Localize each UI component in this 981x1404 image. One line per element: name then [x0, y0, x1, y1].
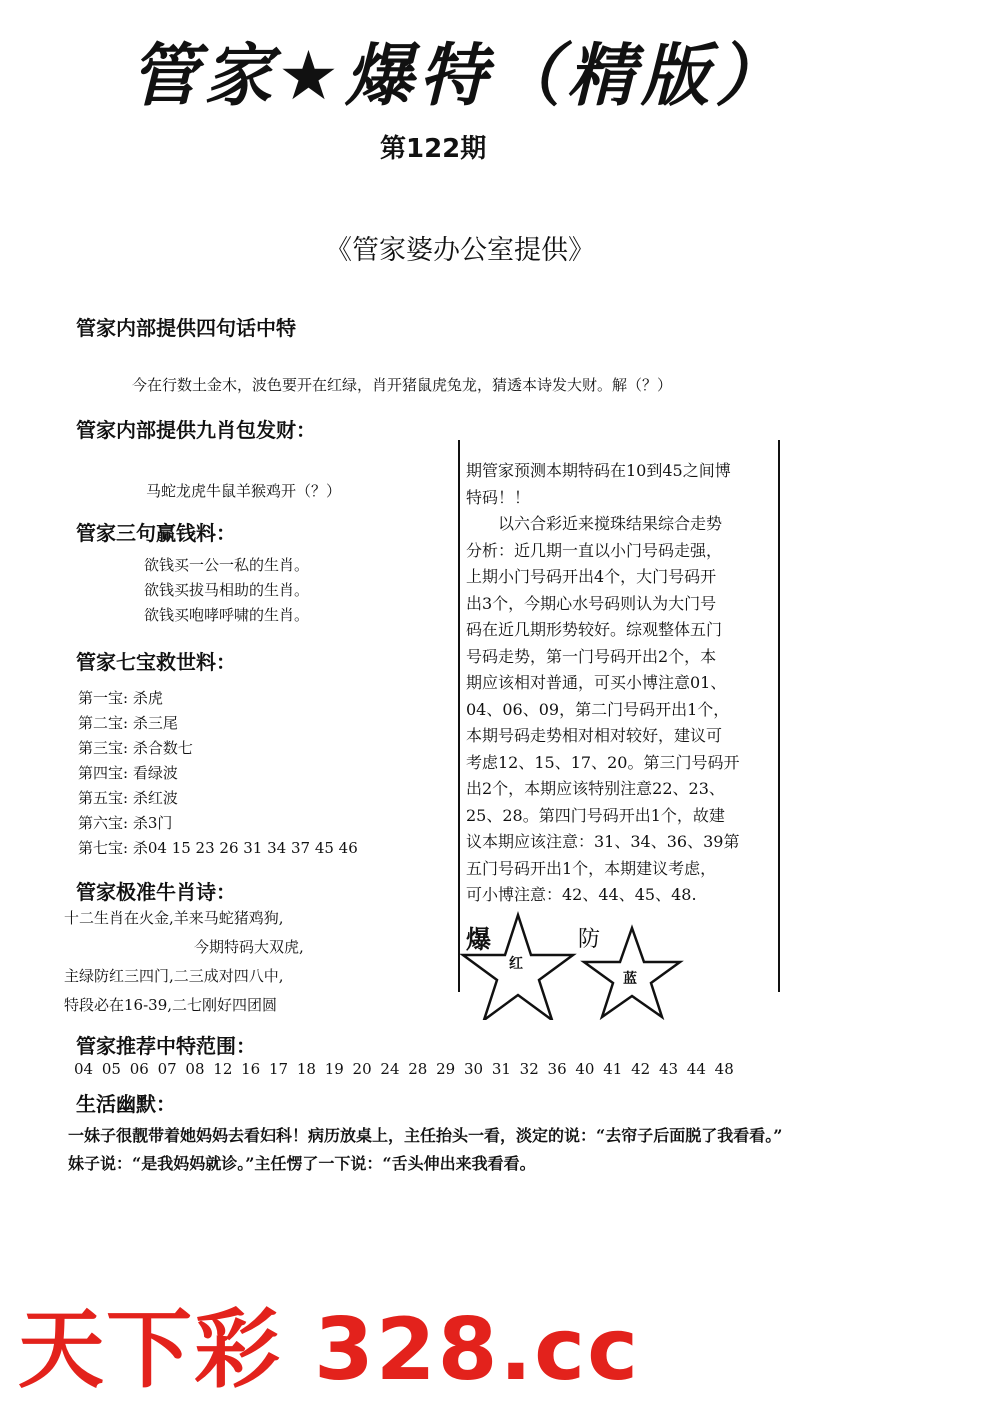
- treasure-value: 杀合数七: [132, 739, 193, 757]
- four-sentence-text: 今在行数土金木，波色要开在红绿，肖开猪鼠虎兔龙，猜透本诗发大财。解（？）: [132, 376, 673, 394]
- treasure-value: 杀三尾: [132, 714, 178, 732]
- star-right-word: 防: [578, 927, 601, 952]
- three-sentence-heading: 管家三句赢钱料：: [76, 521, 236, 545]
- star-left-word: 爆: [466, 925, 492, 954]
- treasure-row: [78, 736, 358, 761]
- analysis-line: 25、28。第四门号码开出1个，故建: [466, 805, 725, 825]
- treasure-label: 第一宝:: [78, 689, 129, 707]
- treasure-label: 第二宝:: [78, 714, 129, 732]
- treasure-value: 杀3门: [132, 814, 173, 832]
- treasure-row: [78, 686, 358, 711]
- three-sentence-list: [144, 553, 309, 628]
- three-sentence-line: 欲钱买拔马相助的生肖。: [144, 581, 310, 599]
- four-sentence-heading: 管家内部提供四句话中特: [76, 316, 296, 340]
- treasure-label: 第三宝:: [78, 739, 129, 757]
- analysis-line: 特码！！: [466, 487, 531, 507]
- range-numbers: 04 05 06 07 08 12 16 17 18 19 20 24 28 29 30 31 32 36 40 41 42 43 44 48: [74, 1060, 734, 1078]
- analysis-line: 04、06、09，第二门号码开出1个，: [466, 699, 730, 719]
- poem-line: 今期特码大双虎,: [194, 938, 304, 956]
- treasure-value: 杀04 15 23 26 31 34 37 45 46: [132, 839, 358, 857]
- star-right-inner: 蓝: [623, 971, 637, 987]
- analysis-line: 以六合彩近来搅珠结果综合走势: [466, 514, 723, 533]
- analysis-line: 议本期应该注意：31、34、36、39第: [466, 832, 740, 851]
- star-left-inner: 红: [509, 956, 523, 972]
- analysis-line: 码在近几期形势较好。综观整体五门: [466, 620, 723, 639]
- treasure-value: 杀红波: [132, 789, 178, 807]
- analysis-line: 本期号码走势相对相对较好，建议可: [466, 726, 723, 745]
- three-sentence-line: 欲钱买一公一私的生肖。: [144, 556, 310, 574]
- poem-line: 主绿防红三四门,二三成对四八中,: [64, 967, 284, 985]
- seven-treasure-heading: 管家七宝救世料：: [76, 650, 236, 674]
- treasure-value: 杀虎: [132, 689, 163, 707]
- analysis-line: 号码走势，第一门号码开出2个，本: [466, 646, 717, 666]
- analysis-text: [466, 458, 774, 909]
- nine-zodiac-heading: 管家内部提供九肖包发财：: [76, 418, 316, 442]
- treasure-row: [78, 761, 358, 786]
- zodiac-poem-heading: 管家极准牛肖诗：: [76, 880, 236, 904]
- treasure-label: 第七宝:: [78, 839, 129, 857]
- brand-watermark: 天下彩 328.cc: [18, 1300, 641, 1400]
- analysis-line: 期管家预测本期特码在10到45之间博: [466, 461, 731, 480]
- range-heading: 管家推荐中特范围：: [76, 1034, 256, 1058]
- zodiac-poem: [64, 904, 304, 1020]
- nine-zodiac-text: 马蛇龙虎牛鼠羊猴鸡开（？）: [146, 482, 342, 500]
- treasure-row: [78, 811, 358, 836]
- humor-line: 妹子说：“是我妈妈就诊。”主任愣了一下说：“舌头伸出来我看看。: [68, 1154, 536, 1173]
- treasure-row: [78, 786, 358, 811]
- seven-treasure-list: [78, 686, 358, 861]
- treasure-row: [78, 711, 358, 736]
- analysis-line: 出2个，本期应该特别注意22、23、: [466, 779, 725, 798]
- analysis-line: 可小博注意：42、44、45、48.: [466, 885, 697, 904]
- treasure-value: 看绿波: [132, 764, 178, 782]
- poem-line: 十二生肖在火金,羊来马蛇猪鸡狗,: [64, 909, 284, 927]
- humor-heading: 生活幽默：: [76, 1092, 176, 1116]
- analysis-line: 分析：近几期一直以小门号码走强，: [466, 540, 723, 560]
- analysis-line: 上期小门号码开出4个，大门号码开: [466, 567, 717, 586]
- analysis-line: 出3个，今期心水号码则认为大门号: [466, 593, 717, 613]
- analysis-line: 考虑12、15、17、20。第三门号码开: [466, 752, 740, 772]
- treasure-label: 第五宝:: [78, 789, 129, 807]
- treasure-label: 第六宝:: [78, 814, 129, 832]
- humor-line: 一妹子很靓带着她妈妈去看妇科！病历放桌上，主任抬头一看，淡定的说：“去帘子后面脱了我看看。”: [68, 1126, 783, 1145]
- three-sentence-line: 欲钱买咆哮呼啸的生肖。: [144, 606, 310, 624]
- analysis-line: 五门号码开出1个，本期建议考虑，: [466, 858, 717, 878]
- provider-line: 《管家婆办公室提供》: [325, 235, 595, 266]
- issue-number: 第122期: [380, 134, 487, 164]
- treasure-row: [78, 836, 358, 861]
- page-title: 管家★爆特（精版）: [130, 37, 789, 116]
- humor-text: [68, 1122, 948, 1178]
- poem-line: 特段必在16-39,二七刚好四团圆: [64, 996, 278, 1014]
- treasure-label: 第四宝:: [78, 764, 129, 782]
- analysis-line: 期应该相对普通，可买小博注意01、: [466, 673, 727, 692]
